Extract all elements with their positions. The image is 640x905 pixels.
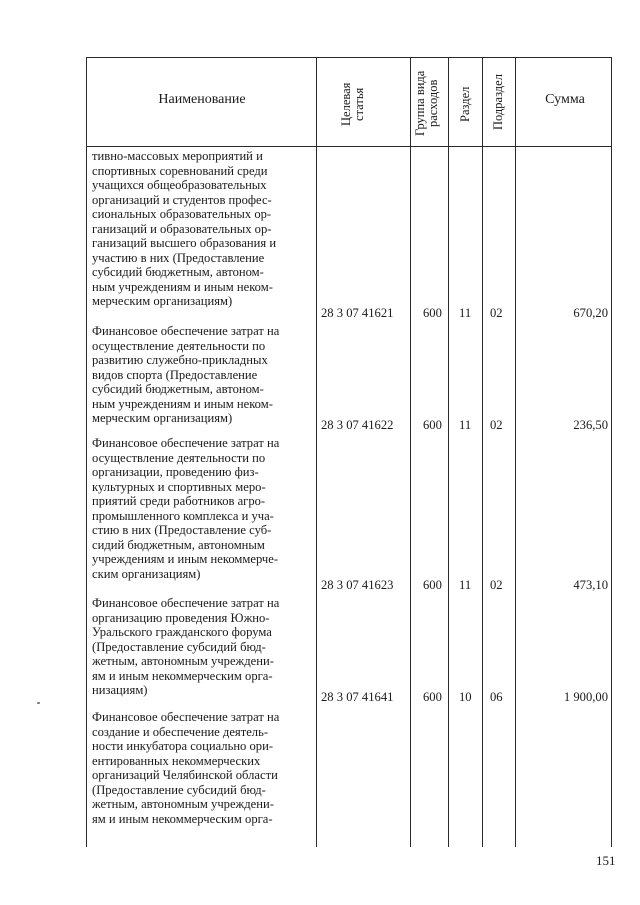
row-2-code: 28 3 07 41622 xyxy=(321,418,394,432)
row-4-section: 10 xyxy=(459,690,472,704)
row-2-section: 11 xyxy=(459,418,472,432)
row-4-subsection: 06 xyxy=(490,690,503,704)
row-3-section: 11 xyxy=(459,578,472,592)
row-3-subsection: 02 xyxy=(490,578,503,592)
table-left-border xyxy=(86,57,87,847)
row-3-group: 600 xyxy=(423,578,442,592)
header-section: Раздел xyxy=(458,86,472,122)
row-5-name: Финансовое обеспечение затрат на создание и обеспечение деятель- ности инкубатора социально ори- ентированных некоммерческих организаций Челябинской области (Предоставление субсидий бюд- жетным, автономным учреждени- ям и иным некоммерческим орга- xyxy=(92,710,280,826)
row-2-subsection: 02 xyxy=(490,418,503,432)
row-4-code: 28 3 07 41641 xyxy=(321,690,394,704)
row-2-sum: 236,50 xyxy=(573,418,608,432)
header-sum: Сумма xyxy=(545,92,585,107)
header-name: Наименование xyxy=(158,92,246,107)
row-1-sum: 670,20 xyxy=(573,306,608,320)
row-1-group: 600 xyxy=(423,306,442,320)
table-top-border xyxy=(86,57,612,58)
row-1-subsection: 02 xyxy=(490,306,503,320)
table-right-border xyxy=(611,57,612,847)
table-col-divider-3 xyxy=(448,57,449,847)
table-header-bottom-border xyxy=(86,146,612,147)
header-subsection: Подраздел xyxy=(491,74,505,130)
row-2-group: 600 xyxy=(423,418,442,432)
row-1-code: 28 3 07 41621 xyxy=(321,306,394,320)
row-3-code: 28 3 07 41623 xyxy=(321,578,394,592)
table-col-divider-2 xyxy=(410,57,411,847)
row-4-group: 600 xyxy=(423,690,442,704)
row-1-section: 11 xyxy=(459,306,472,320)
row-3-name: Финансовое обеспечение затрат на осуществление деятельности по организации, проведению физ- культурных и спортивных меро- приятий среди работников агро- промышленного комплекса и уча- стию в них (Предоставление суб- сидий бюджетным, автономным учреждениям и иным некоммерче- ским организациям) xyxy=(92,436,280,581)
header-expense-group: Группа вида расходов xyxy=(413,70,440,136)
page-number: 151 xyxy=(596,853,616,868)
table-col-divider-4 xyxy=(482,57,483,847)
row-2-name: Финансовое обеспечение затрат на осуществление деятельности по развитию служебно-прикладных видов спорта (Предоставление субсидий бюджетным, автоном- ным учреждениям и иным неком- мерческим организациям) xyxy=(92,324,280,425)
row-4-name: Финансовое обеспечение затрат на организацию проведения Южно- Уральского гражданского форума (Предоставление субсидий бюд- жетным, автономным учреждени- ям и иным некоммерческим орга- низациям) xyxy=(92,596,280,697)
table-col-divider-5 xyxy=(515,57,516,847)
header-target-article: Целевая статья xyxy=(339,82,366,126)
table-col-divider-1 xyxy=(316,57,317,847)
row-1-name: тивно-массовых мероприятий и спортивных соревнований среди учащихся общеобразовательных организаций и студентов профес- сиональных образовательных ор- ганизаций и образовательных ор- ганизаций высшего образования и участию в них (Предоставление субсидий бюджетным, автоном- ным учреждениям и иным неком- мерческим организациям) xyxy=(92,149,277,308)
row-3-sum: 473,10 xyxy=(573,578,608,592)
scan-speck xyxy=(37,702,40,704)
row-4-sum: 1 900,00 xyxy=(563,690,608,704)
